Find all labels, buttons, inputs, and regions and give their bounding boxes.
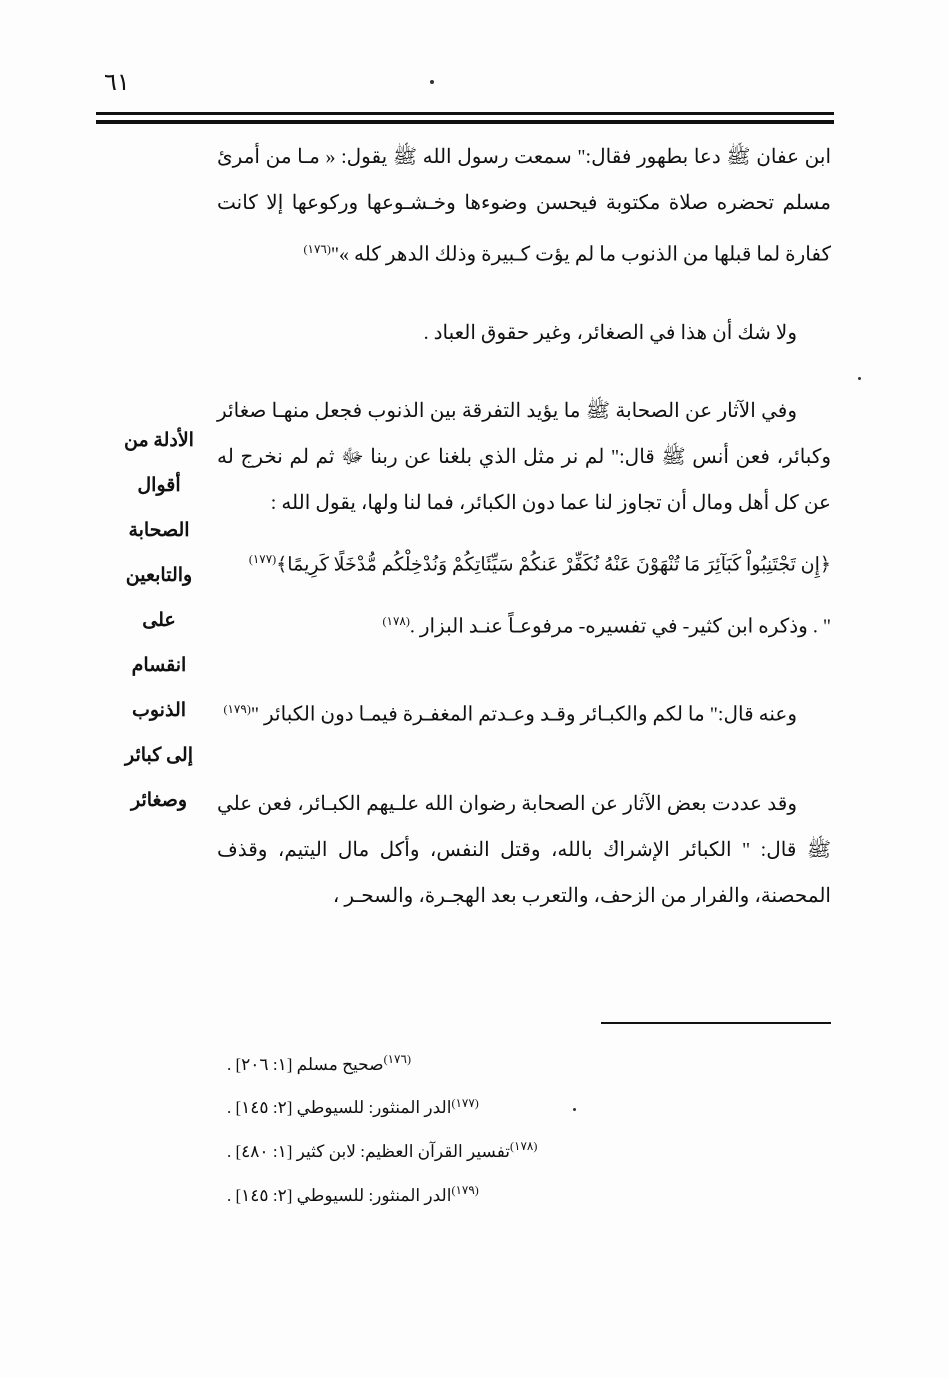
- margin-note-line: انقسام الذنوب: [131, 655, 187, 721]
- body-text-column: [217, 134, 831, 937]
- margin-note-line: والتابعين على: [125, 565, 193, 631]
- footnote-marker: (١٧٧): [248, 551, 277, 566]
- footnote-marker: (١٧٩): [223, 701, 251, 716]
- footnote-number: (١٧٦): [383, 1052, 411, 1066]
- paragraph-text: وفي الآثار عن الصحابة ﷺ ما يؤيد التفرقة بين الذنوب فجعل منهـا صغائر وكبائر، فعن أنس ﷺ قال:" لم نر مثل الذي بلغنا عن ربنا ﷻ ثم لم نخرج له عن كل أهل ومال أن تجاوز لنا عما دون الكبائر، فما لنا ولها، يقول الله :: [217, 399, 831, 514]
- paragraph-text: " . وذكره ابن كثير- في تفسيره- مرفوعـاً عنـد البزار .: [409, 615, 831, 638]
- header-rule-thick: [96, 120, 834, 124]
- ink-speck: [430, 80, 434, 84]
- footnote-marker: (١٧٨): [382, 613, 410, 628]
- paragraph-text: ولا شك أن هذا في الصغائر، وغير حقوق العباد .: [423, 321, 797, 344]
- paragraph-gap: [217, 660, 831, 686]
- footnote-item: [217, 1040, 831, 1084]
- margin-note-line: وصغائر: [130, 790, 188, 811]
- footnote-text: الدر المنثور: للسيوطي [٢: ١٤٥] .: [227, 1185, 452, 1205]
- paragraph-quran-verse: [217, 536, 831, 588]
- footnote-text: تفسير القرآن العظيم: لابن كثير [١: ٤٨٠] .: [227, 1141, 511, 1161]
- margin-note-line: إلى كبائر: [125, 745, 193, 766]
- footnote-item: [217, 1127, 831, 1171]
- footnote-number: (١٧٧): [451, 1095, 479, 1110]
- paragraph-text: وعنه قال:" ما لكم والكبـائر وقـد وعـدتم المغفـرة فيمـا دون الكبائر ": [250, 703, 797, 726]
- ink-speck: [858, 377, 861, 380]
- paragraph-athar-intro: [217, 388, 831, 526]
- footnote-item: [217, 1171, 831, 1215]
- margin-note: [111, 418, 207, 823]
- footnotes-block: [217, 1040, 831, 1215]
- paragraph-ibn-kathir-note: [217, 598, 831, 650]
- paragraph-gap: [217, 296, 831, 310]
- header-rule-thin: [96, 112, 834, 115]
- footnote-text: الدر المنثور: للسيوطي [٢: ١٤٥] .: [227, 1098, 452, 1118]
- paragraph-gap: [217, 755, 831, 781]
- paragraph-second-narration: [217, 686, 831, 738]
- paragraph-gap: [217, 374, 831, 388]
- paragraph-hadith-quote: [217, 134, 831, 278]
- margin-note-line: أقوال الصحابة: [128, 475, 190, 541]
- paragraph-commentary: [217, 310, 831, 356]
- paragraph-text: وقد عددت بعض الآثار عن الصحابة رضوان الله علـيهم الكبـائر، فعن علي ﷺ قال: " الكبائر الإشراك بالله، وقتل النفس، وأكل مال اليتيم، وقذف المحصنة، والفرار من الزحف، والتعرب بعد الهجـرة، والسحـر ،: [217, 793, 831, 908]
- footnote-number: (١٧٩): [451, 1182, 479, 1197]
- quran-verse-text: ﴿إِن تَجْتَنِبُواْ كَبَآئِرَ مَا تُنْهَوْنَ عَنْهُ نُكَفِّرْ عَنكُمْ سَيِّئَاتِكُمْ وَنُدْخِلْكُم مُّدْخَلًا كَرِيمًا﴾: [276, 553, 831, 575]
- paragraph-ali-narration: [217, 781, 831, 919]
- footnote-marker: (١٧٦): [303, 242, 331, 256]
- footnote-text: صحيح مسلم [١: ٢٠٦] .: [227, 1054, 384, 1074]
- paragraph-text: ابن عفان ﷺ دعا بطهور فقال:" سمعت رسول الله ﷺ يقول: « مـا من أمرئ مسلم تحضره صلاة مكتوبة فيحسن وضوءها وخـشـوعها وركوعها إلا كانت كفارة لما قبلها من الذنوب ما لم يؤت كـبيرة وذلك الدهر كله »": [217, 146, 832, 266]
- margin-note-line: الأدلة من: [124, 430, 194, 451]
- footnote-separator: [601, 1022, 831, 1024]
- footnote-number: (١٧٨): [510, 1139, 538, 1154]
- footnote-item: [217, 1084, 831, 1128]
- page-number: ٦١: [104, 70, 130, 96]
